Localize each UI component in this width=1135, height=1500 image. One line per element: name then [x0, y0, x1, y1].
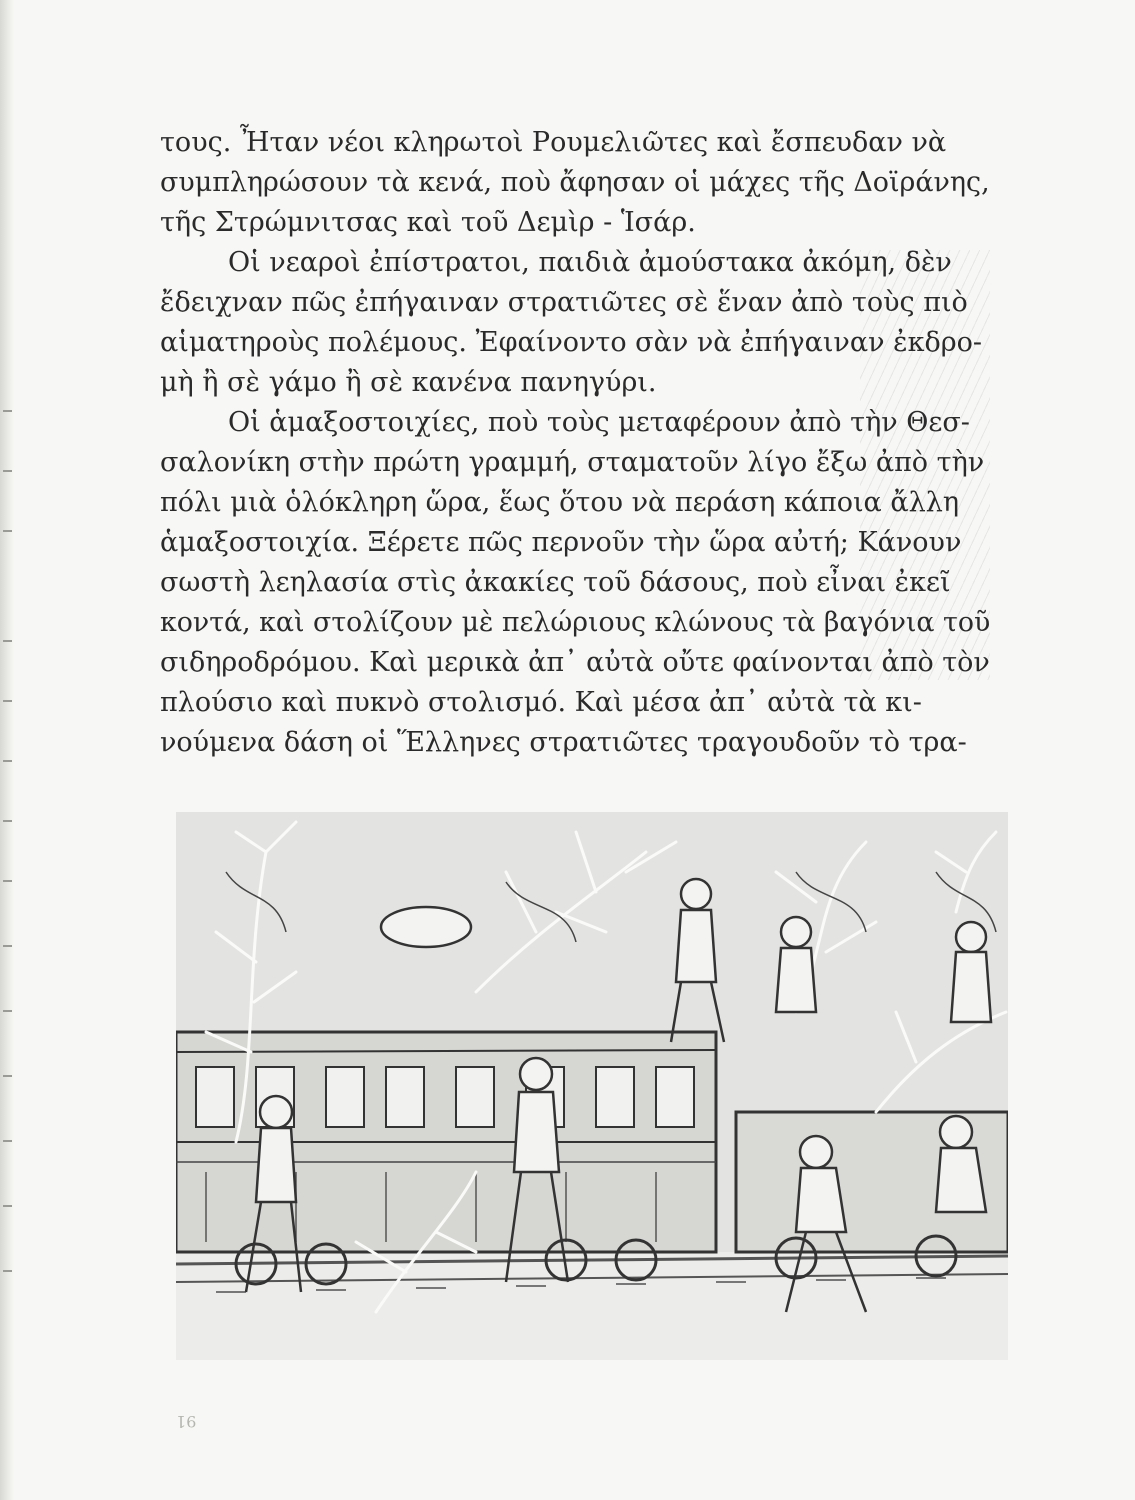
page-number: 91: [176, 1412, 197, 1431]
text-line: Οἱ νεαροὶ ἐπίστρατοι, παιδιὰ ἀμούστακα ἀκόμη, δὲν: [228, 247, 952, 278]
text-line: τῆς Στρώμνιτσας καὶ τοῦ Δεμὶρ - Ἱσάρ.: [160, 207, 696, 238]
text-line: πόλι μιὰ ὁλόκληρη ὥρα, ἕως ὅτου νὰ περάση κάποια ἄλλη: [160, 487, 959, 518]
text-line: σιδηροδρόμου. Καὶ μερικὰ ἀπ᾽ αὐτὰ οὔτε φαίνονται ἀπὸ τὸν: [160, 647, 990, 678]
text-line: συμπληρώσουν τὰ κενά, ποὺ ἄφησαν οἱ μάχες τῆς Δοϊράνης,: [160, 167, 990, 198]
text-line: σωστὴ λεηλασία στὶς ἀκακίες τοῦ δάσους, ποὺ εἶναι ἐκεῖ: [160, 567, 951, 598]
illustration-drawing: [176, 812, 1008, 1360]
text-line: ἔδειχναν πῶς ἐπήγαιναν στρατιῶτες σὲ ἕναν ἀπὸ τοὺς πιὸ: [160, 287, 968, 318]
text-line: τους. Ἦταν νέοι κληρωτοὶ Ρουμελιῶτες καὶ ἔσπευδαν νὰ: [160, 127, 947, 158]
text-line: ἁμαξοστοιχία. Ξέρετε πῶς περνοῦν τὴν ὥρα αὐτή; Κάνουν: [160, 527, 962, 558]
text-line: πλούσιο καὶ πυκνὸ στολισμό. Καὶ μέσα ἀπ᾽ αὐτὰ τὰ κι-: [160, 687, 922, 718]
text-line: μὴ ἢ σὲ γάμο ἢ σὲ κανένα πανηγύρι.: [160, 367, 657, 398]
text-line: Οἱ ἁμαξοστοιχίες, ποὺ τοὺς μεταφέρουν ἀπὸ τὴν Θεσ-: [228, 407, 970, 438]
text-line: νούμενα δάση οἱ Ἕλληνες στρατιῶτες τραγουδοῦν τὸ τρα-: [160, 727, 967, 758]
text-line: αἱματηροὺς πολέμους. Ἐφαίνοντο σὰν νὰ ἐπήγαιναν ἐκδρο-: [160, 327, 982, 358]
text-line: κοντά, καὶ στολίζουν μὲ πελώριους κλώνους τὰ βαγόνια τοῦ: [160, 607, 991, 638]
body-text: [160, 123, 990, 763]
binding-edge: [0, 0, 14, 1500]
text-line: σαλονίκη στὴν πρώτη γραμμή, σταματοῦν λίγο ἔξω ἀπὸ τὴν: [160, 447, 985, 478]
train-soldiers-illustration: [176, 812, 1008, 1360]
